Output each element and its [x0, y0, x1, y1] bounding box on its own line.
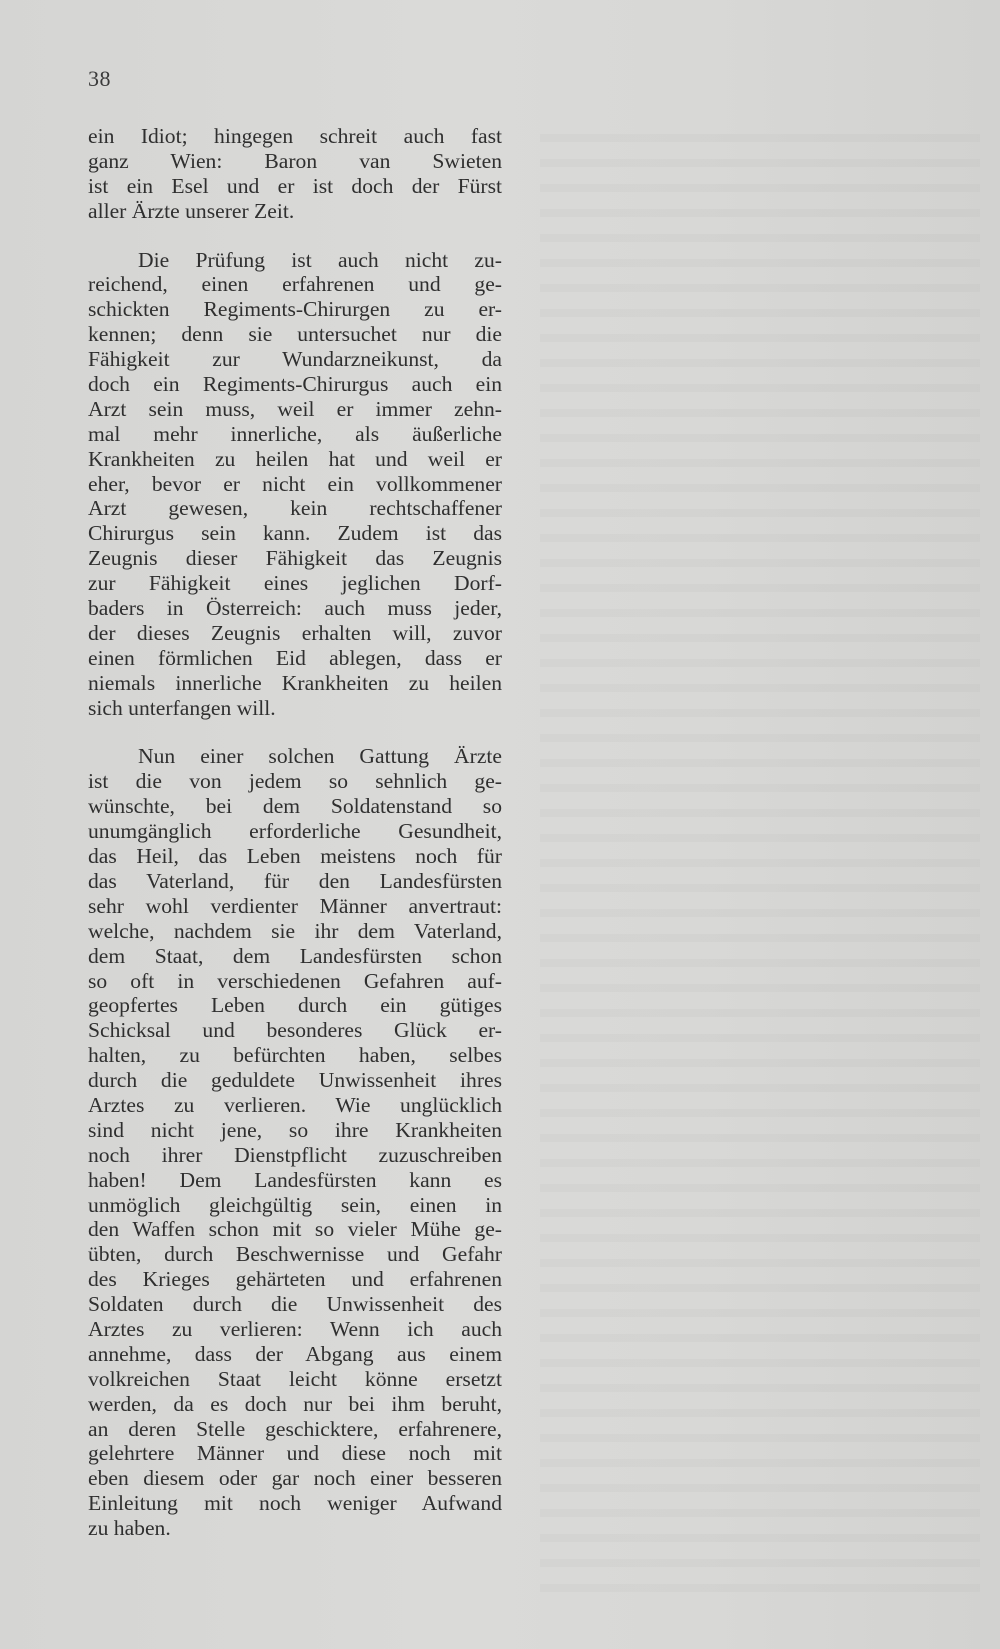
text-line: baders in Österreich: auch muss jeder,: [88, 596, 502, 621]
text-line: unumgänglich erforderliche Gesundheit,: [88, 819, 502, 844]
text-line: Zeugnis dieser Fähigkeit das Zeugnis: [88, 546, 502, 571]
text-line: des Krieges gehärteten und erfahrenen: [88, 1267, 502, 1292]
text-line: zur Fähigkeit eines jeglichen Dorf-: [88, 571, 502, 596]
text-line: noch ihrer Dienstpflicht zuzuschreiben: [88, 1142, 502, 1167]
text-line: Arztes zu verlieren. Wie unglücklich: [88, 1092, 502, 1117]
paragraph: [88, 124, 502, 224]
text-line: dem Staat, dem Landesfürsten schon: [88, 943, 502, 968]
text-column: [88, 124, 502, 1541]
text-line: mal mehr innerliche, als äußerliche: [88, 421, 502, 446]
text-line: wünschte, bei dem Soldatenstand so: [88, 794, 502, 819]
text-line: Die Prüfung ist auch nicht zu-: [138, 247, 502, 272]
text-line: ist ein Esel und er ist doch der Fürst: [88, 173, 502, 198]
text-line: das Heil, das Leben meistens noch für: [88, 844, 502, 869]
text-line: Fähigkeit zur Wundarzneikunst, da: [88, 347, 502, 372]
text-line: unmöglich gleichgültig sein, einen in: [88, 1192, 502, 1217]
text-line: ist die von jedem so sehnlich ge-: [88, 769, 502, 794]
text-line: annehme, dass der Abgang aus einem: [88, 1341, 502, 1366]
text-line: das Vaterland, für den Landesfürsten: [88, 868, 502, 893]
text-line: den Waffen schon mit so vieler Mühe ge-: [88, 1217, 502, 1242]
text-line: schickten Regiments-Chirurgen zu er-: [88, 297, 502, 322]
text-line: welche, nachdem sie ihr dem Vaterland,: [88, 918, 502, 943]
text-line: volkreichen Staat leicht könne ersetzt: [88, 1366, 502, 1391]
text-line: haben! Dem Landesfürsten kann es: [88, 1167, 502, 1192]
text-line: Arzt gewesen, kein rechtschaffener: [88, 496, 502, 521]
text-line: halten, zu befürchten haben, selbes: [88, 1043, 502, 1068]
text-line: Nun einer solchen Gattung Ärzte: [138, 744, 502, 769]
page-number: 38: [88, 66, 111, 91]
text-line: werden, da es doch nur bei ihm beruht,: [88, 1391, 502, 1416]
text-line: der dieses Zeugnis erhalten will, zuvor: [88, 620, 502, 645]
text-line: Soldaten durch die Unwissenheit des: [88, 1292, 502, 1317]
text-line: sich unterfangen will.: [88, 695, 276, 720]
text-line: Krankheiten zu heilen hat und weil er: [88, 446, 502, 471]
text-line: Arztes zu verlieren: Wenn ich auch: [88, 1316, 502, 1341]
text-line: ganz Wien: Baron van Swieten: [88, 148, 502, 173]
text-line: kennen; denn sie untersuchet nur die: [88, 322, 502, 347]
text-line: Einleitung mit noch weniger Aufwand: [88, 1491, 502, 1516]
text-line: niemals innerliche Krankheiten zu heilen: [88, 670, 502, 695]
text-line: reichend, einen erfahrenen und ge-: [88, 272, 502, 297]
text-line: sehr wohl verdienter Männer anvertraut:: [88, 893, 502, 918]
text-line: Chirurgus sein kann. Zudem ist das: [88, 521, 502, 546]
text-line: doch ein Regiments-Chirurgus auch ein: [88, 372, 502, 397]
reverse-side-bleed-through: [540, 120, 980, 1600]
text-line: sind nicht jene, so ihre Krankheiten: [88, 1117, 502, 1142]
text-line: zu haben.: [88, 1516, 171, 1541]
text-line: übten, durch Beschwernisse und Gefahr: [88, 1242, 502, 1267]
text-line: durch die geduldete Unwissenheit ihres: [88, 1068, 502, 1093]
text-line: Arzt sein muss, weil er immer zehn-: [88, 396, 502, 421]
text-line: geopfertes Leben durch ein gütiges: [88, 993, 502, 1018]
text-line: aller Ärzte unserer Zeit.: [88, 198, 295, 223]
text-line: gelehrtere Männer und diese noch mit: [88, 1441, 502, 1466]
text-line: eben diesem oder gar noch einer besseren: [88, 1466, 502, 1491]
paragraph: [88, 744, 502, 1541]
paragraph: [88, 248, 502, 721]
text-line: an deren Stelle geschicktere, erfahrenere,: [88, 1416, 502, 1441]
text-line: so oft in verschiedenen Gefahren auf-: [88, 968, 502, 993]
text-line: ein Idiot; hingegen schreit auch fast: [88, 124, 502, 148]
text-line: einen förmlichen Eid ablegen, dass er: [88, 645, 502, 670]
text-line: Schicksal und besonderes Glück er-: [88, 1018, 502, 1043]
text-line: eher, bevor er nicht ein vollkommener: [88, 471, 502, 496]
